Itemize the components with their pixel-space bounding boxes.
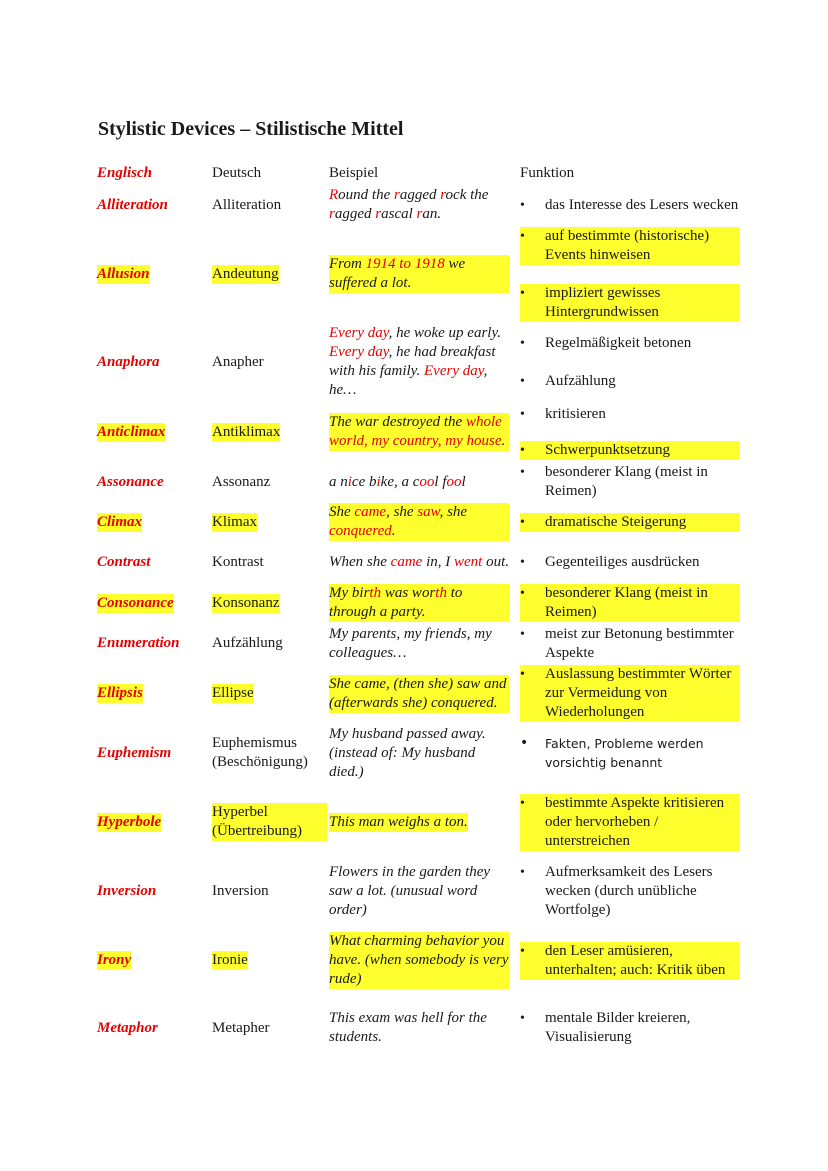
device-term-text: Enumeration	[97, 635, 180, 651]
german-term	[212, 664, 327, 723]
header-example: Beispiel	[329, 165, 379, 181]
example-text	[329, 226, 509, 322]
example-part: This man weighs a ton.	[329, 813, 468, 830]
device-term-text: Hyperbole	[97, 813, 162, 830]
example-text	[329, 623, 509, 664]
example-part: was wor	[381, 585, 436, 601]
table-row	[0, 664, 828, 723]
function-item	[520, 463, 740, 501]
bullet-icon: •	[520, 197, 525, 213]
bullet-icon: •	[520, 586, 525, 601]
device-term-text: Consonance	[97, 594, 174, 611]
function-text: Regelmäßigkeit betonen	[545, 334, 692, 351]
device-term	[97, 542, 207, 583]
example-part: out.	[482, 554, 509, 570]
table-row	[0, 861, 828, 921]
bullet-icon: •	[520, 555, 525, 570]
german-term-text: Andeutung	[212, 265, 279, 282]
example-text	[329, 783, 509, 861]
function-item	[520, 863, 740, 920]
function-item	[520, 405, 740, 424]
example-part: My parents, my friends, my colleagues…	[329, 625, 492, 661]
function-item	[520, 665, 740, 722]
function-item	[520, 284, 740, 322]
table-row	[0, 462, 828, 502]
example-part: When she	[329, 554, 391, 570]
device-term	[97, 583, 207, 623]
example-emphasis: whole world, my country, my house	[329, 414, 502, 449]
function-list	[520, 921, 740, 1000]
german-term-text: Alliteration	[212, 196, 282, 213]
example-emphasis: th	[435, 585, 447, 601]
device-term-text: Contrast	[97, 554, 151, 570]
function-text: das Interesse des Lesers wecken	[545, 196, 739, 213]
function-item	[520, 553, 740, 572]
device-term	[97, 861, 207, 921]
example-part: , she	[386, 504, 418, 520]
example-part: She	[329, 504, 355, 520]
german-term	[212, 783, 327, 861]
function-item	[520, 513, 740, 532]
german-term	[212, 542, 327, 583]
function-item	[520, 227, 740, 265]
function-list	[520, 402, 740, 462]
page-title: Stylistic Devices – Stilistische Mittel	[98, 118, 404, 140]
function-list	[520, 502, 740, 542]
german-term-text: Antiklimax	[212, 423, 281, 440]
german-term	[212, 402, 327, 462]
device-term	[97, 462, 207, 502]
device-term	[97, 623, 207, 664]
function-list	[520, 723, 740, 783]
german-term	[212, 322, 327, 402]
example-part: This exam was hell for the students.	[329, 1010, 487, 1045]
example-emphasis: r	[375, 206, 382, 222]
device-term-text: Anaphora	[97, 353, 160, 370]
function-text: dramatische Steigerung	[545, 513, 687, 530]
example-text	[329, 1000, 509, 1056]
table-row	[0, 502, 828, 542]
function-item	[520, 734, 740, 772]
function-list	[520, 664, 740, 723]
function-item	[520, 794, 740, 851]
example-emphasis: came	[354, 504, 387, 520]
function-list	[520, 462, 740, 502]
example-emphasis: R	[329, 187, 339, 203]
device-term	[97, 226, 207, 322]
german-term	[212, 226, 327, 322]
example-part: an.	[422, 206, 442, 222]
example-emphasis: saw	[417, 504, 440, 520]
example-text	[329, 542, 509, 583]
example-text	[329, 861, 509, 921]
function-text: Fakten, Probleme werden vorsichtig benannt	[545, 736, 704, 770]
function-item	[520, 196, 740, 215]
bullet-icon: •	[520, 514, 525, 530]
example-emphasis: r	[440, 187, 446, 203]
function-item	[520, 942, 740, 980]
function-text: besonderer Klang (meist in Reimen)	[545, 585, 708, 620]
device-term	[97, 1000, 207, 1056]
example-part: ound the	[338, 187, 394, 203]
example-part: My bir	[329, 585, 370, 601]
example-emphasis: 1914 to 1918	[365, 256, 445, 272]
example-text	[329, 322, 509, 402]
table-row	[0, 226, 828, 322]
german-term	[212, 861, 327, 921]
example-part: My husband passed away. (instead of: My husband died.)	[329, 725, 486, 780]
example-part: What charming behavior you have. (when somebody is very rude)	[329, 933, 509, 987]
german-term-text: Anapher	[212, 353, 264, 370]
bullet-icon: •	[520, 795, 525, 811]
bullet-icon: •	[520, 335, 525, 351]
function-text: besonderer Klang (meist in Reimen)	[545, 464, 708, 499]
german-term	[212, 623, 327, 664]
german-term-text: Metapher	[212, 1019, 270, 1036]
example-part: to through a party.	[329, 585, 463, 620]
german-term-text: Klimax	[212, 513, 257, 530]
german-term-text: Kontrast	[212, 554, 264, 570]
example-part: agged	[334, 206, 376, 222]
table-row	[0, 623, 828, 664]
example-part: a n	[329, 473, 348, 490]
header-english: Englisch	[97, 165, 153, 181]
bullet-icon: •	[520, 735, 529, 751]
example-part: l f	[434, 473, 447, 490]
example-part: ock the	[445, 187, 489, 203]
example-text	[329, 664, 509, 723]
german-term	[212, 583, 327, 623]
german-term-text: Euphemismus (Beschönigung)	[212, 735, 308, 770]
table-row	[0, 1000, 828, 1056]
device-term	[97, 322, 207, 402]
example-emphasis: Every day	[329, 325, 389, 341]
function-text: auf bestimmte (historische) Events hinweisen	[545, 227, 710, 263]
function-list	[520, 861, 740, 921]
example-emphasis: i	[347, 473, 352, 490]
bullet-icon: •	[520, 373, 525, 389]
example-emphasis: Every day	[329, 344, 389, 360]
example-emphasis: Every day	[424, 363, 484, 379]
example-text	[329, 583, 509, 623]
device-term-text: Euphemism	[97, 744, 172, 761]
example-emphasis: r	[329, 206, 335, 222]
bullet-icon: •	[520, 228, 525, 244]
example-text	[329, 462, 509, 502]
example-emphasis: oo	[419, 473, 435, 490]
example-emphasis: r	[416, 206, 423, 222]
german-term	[212, 1000, 327, 1056]
function-text: kritisieren	[545, 405, 606, 422]
example-part: ke, a c	[380, 473, 420, 490]
example-emphasis: conquered	[329, 523, 392, 539]
function-item	[520, 584, 740, 622]
function-text: impliziert gewisses Hintergrundwissen	[545, 284, 661, 320]
device-term	[97, 502, 207, 542]
table-row	[0, 723, 828, 783]
function-item	[520, 334, 740, 353]
bullet-icon: •	[520, 864, 525, 880]
bullet-icon: •	[520, 943, 525, 959]
function-text: Aufmerksamkeit des Lesers wecken (durch unübliche Wortfolge)	[545, 863, 713, 918]
example-emphasis: went	[453, 554, 483, 570]
function-item	[520, 625, 740, 663]
bullet-icon: •	[520, 626, 525, 642]
german-term-text: Konsonanz	[212, 594, 280, 611]
function-text: mentale Bilder kreieren, Visualisierung	[545, 1010, 691, 1045]
example-part: Flowers in the garden they saw a lot. (unusual word order)	[329, 863, 491, 918]
table-row	[0, 921, 828, 1000]
function-text: Aufzählung	[545, 372, 616, 389]
table-row	[0, 783, 828, 861]
example-part: From	[329, 256, 366, 272]
table-row	[0, 184, 828, 226]
example-part: , he had breakfast with his family.	[329, 344, 496, 379]
bullet-icon: •	[520, 285, 525, 301]
device-term-text: Irony	[97, 952, 132, 968]
example-part: , he…	[329, 363, 488, 398]
bullet-icon: •	[520, 1011, 525, 1026]
function-text: den Leser amüsieren, unterhalten; auch: Kritik üben	[545, 942, 726, 978]
example-part: ascal	[381, 206, 417, 222]
german-term	[212, 723, 327, 783]
function-list	[520, 583, 740, 623]
device-term-text: Inversion	[97, 882, 157, 899]
bullet-icon: •	[520, 406, 525, 422]
device-term-text: Anticlimax	[97, 423, 166, 440]
example-part: , he woke up early.	[388, 325, 502, 341]
function-text: Schwerpunktsetzung	[545, 441, 670, 458]
example-emphasis: i	[376, 473, 381, 490]
header-function: Funktion	[520, 165, 575, 181]
function-list	[520, 542, 740, 583]
example-text	[329, 723, 509, 783]
device-term	[97, 921, 207, 1000]
function-item	[520, 441, 740, 460]
german-term-text: Assonanz	[212, 473, 271, 490]
example-part: She came, (then she) saw and (afterwards she) conquered.	[329, 675, 507, 711]
device-term-text: Ellipsis	[97, 685, 143, 701]
example-emphasis: r	[394, 187, 400, 203]
example-emphasis: th	[369, 585, 382, 601]
function-item	[520, 1009, 740, 1047]
german-term-text: Aufzählung	[212, 635, 283, 651]
table-row	[0, 542, 828, 583]
german-term-text: Ironie	[212, 952, 248, 968]
table-row	[0, 402, 828, 462]
table-row	[0, 583, 828, 623]
german-term	[212, 502, 327, 542]
table-row	[0, 322, 828, 402]
function-list	[520, 1000, 740, 1056]
device-term	[97, 402, 207, 462]
example-text	[329, 502, 509, 542]
example-text	[329, 921, 509, 1000]
function-text: bestimmte Aspekte kritisieren oder hervorheben / unterstreichen	[545, 794, 725, 849]
german-term-text: Ellipse	[212, 685, 254, 701]
device-term-text: Assonance	[97, 473, 164, 490]
device-term	[97, 664, 207, 723]
device-term-text: Metaphor	[97, 1019, 158, 1036]
bullet-icon: •	[520, 442, 525, 458]
function-list	[520, 226, 740, 322]
german-term	[212, 462, 327, 502]
device-term-text: Climax	[97, 513, 143, 530]
bullet-icon: •	[520, 465, 525, 480]
device-term	[97, 783, 207, 861]
device-term-text: Alliteration	[97, 196, 168, 213]
example-part: ce b	[351, 473, 377, 490]
example-emphasis: oo	[446, 473, 462, 490]
example-part: .	[501, 433, 506, 449]
device-term-text: Allusion	[97, 265, 150, 282]
function-list	[520, 623, 740, 664]
function-text: Auslassung bestimmter Wörter zur Vermeidung von Wiederholungen	[545, 666, 732, 720]
german-term-text: Hyperbel (Übertreibung)	[212, 803, 327, 841]
example-part: The war destroyed the	[329, 414, 466, 430]
function-item	[520, 372, 740, 391]
header-german: Deutsch	[212, 165, 262, 181]
example-part: agged	[399, 187, 441, 203]
example-emphasis: came	[390, 554, 423, 570]
function-list	[520, 184, 740, 226]
example-part: l	[461, 473, 466, 490]
function-text: Gegenteiliges ausdrücken	[545, 554, 700, 570]
german-term-text: Inversion	[212, 882, 269, 899]
example-part: .	[391, 523, 396, 539]
bullet-icon: •	[520, 667, 525, 682]
german-term	[212, 184, 327, 226]
example-part: we suffered a lot.	[329, 256, 466, 291]
device-term	[97, 723, 207, 783]
function-list	[520, 783, 740, 861]
german-term	[212, 921, 327, 1000]
function-list	[520, 322, 740, 402]
example-text	[329, 184, 509, 226]
example-part: in, I	[422, 554, 454, 570]
example-text	[329, 402, 509, 462]
device-term	[97, 184, 207, 226]
function-text: meist zur Betonung bestimmter Aspekte	[545, 625, 734, 661]
example-part: , she	[439, 504, 468, 520]
